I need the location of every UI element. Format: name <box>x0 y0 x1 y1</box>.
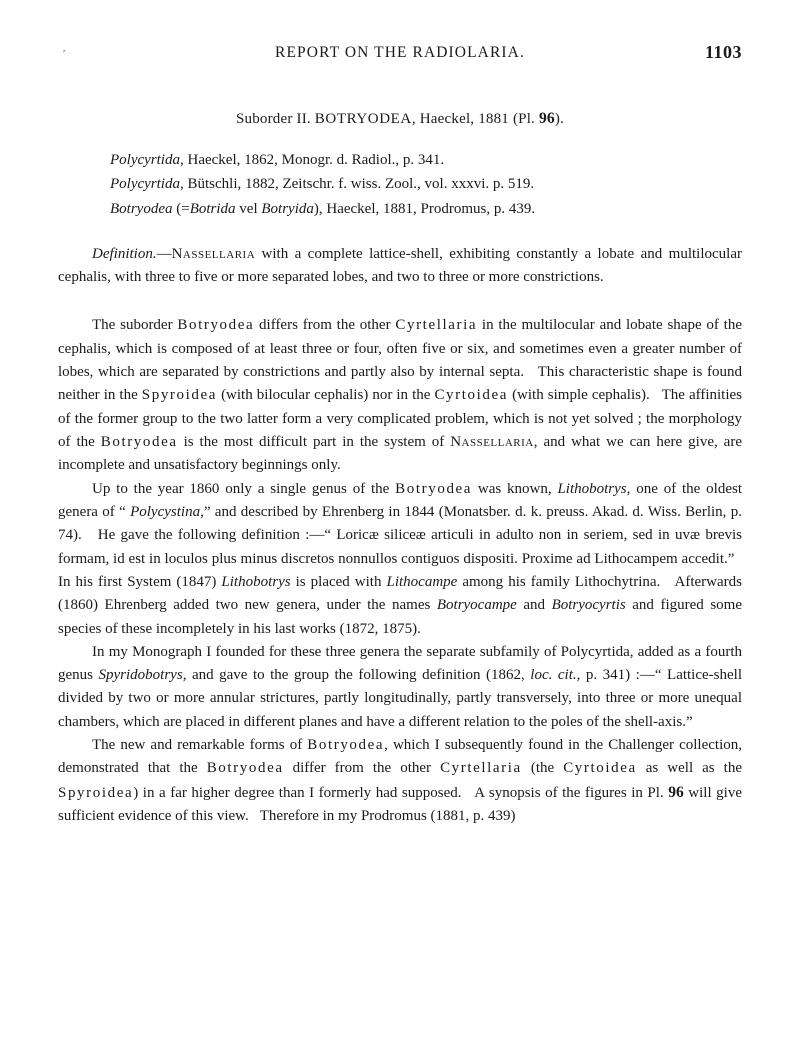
subheading-prefix: Suborder II. <box>235 111 315 127</box>
synonymy-reference: (=Botrida vel Botryida), Haeckel, 1881, Prodromus, p. 439. <box>172 200 536 217</box>
synonymy-entry <box>110 197 742 221</box>
definition-label: Definition. <box>92 245 157 262</box>
paragraph: In my Monograph I founded for these three genera the separate subfamily of Polycyrtida, added as a fourth genus Spyridobotrys, and gave to the group the following definition (1862, loc. cit., p. 341) :—“ Lattice-shell divided by two or more annular strictures, partly longitudinally, partly transversely, into three or more unequal chambers, which are placed in different planes and have a different relation to the poles of the shell-axis.” <box>58 643 742 730</box>
definition-dash: — <box>156 245 172 262</box>
running-title <box>58 40 742 62</box>
synonymy-genus: Botryodea <box>110 200 173 217</box>
section-subheading <box>58 110 742 128</box>
definition-group-name: Nassellaria <box>171 245 256 262</box>
synonymy-entry <box>110 172 742 196</box>
synonymy-genus: Polycyrtida <box>110 176 180 193</box>
margin-tick-mark: ′ <box>63 48 66 60</box>
synonymy-reference: , Bütschli, 1882, Zeitschr. f. wiss. Zool., vol. xxxvi. p. 519. <box>179 176 535 193</box>
running-title-text: REPORT ON THE RADIOLARIA. <box>275 44 525 61</box>
plate-number: 96 <box>538 110 555 127</box>
synonymy-list <box>110 148 742 221</box>
subheading-suffix: ). <box>554 111 565 127</box>
paragraph: The suborder Botryodea differs from the other Cyrtellaria in the multilocular and lobate shape of the cephalis, which is composed of at least three or four, often five or six, and sometimes even a greater number of lobes, which are separated by constrictions and partly also by internal septa. This characteristic shape is found neither in the Spyroidea (with bilocular cephalis) nor in the Cyrtoidea (with simple cephalis). The affinities of the former group to the two latter form a very complicated problem, which is not yet solved ; the morphology of the Botryodea is the most difficult part in the system of Nassellaria, and what we can here give, are incomplete and unsatisfactory beginnings only. <box>58 317 742 474</box>
subheading-name: BOTRYODEA <box>314 111 412 127</box>
synonymy-genus: Polycyrtida <box>110 152 180 168</box>
synonymy-entry <box>110 148 742 172</box>
synonymy-reference: , Haeckel, 1862, Monogr. d. Radiol., p. 341. <box>179 152 445 168</box>
subheading-attribution: , Haeckel, 1881 (Pl. <box>411 111 539 127</box>
paragraph: The new and remarkable forms of Botryodea, which I subsequently found in the Challenger collection, demonstrated that the Botryodea differ from the other Cyrtellaria (the Cyrtoidea as well as the Spyroidea) in a far higher degree than I formerly had supposed. A synopsis of the figures in Pl. 96 will give sufficient evidence of this view. Therefore in my Prodromus (1881, p. 439) <box>58 737 742 825</box>
definition-block <box>58 243 742 289</box>
paragraph: Up to the year 1860 only a single genus of the Botryodea was known, Lithobotrys, one of the oldest genera of “ Polycystina,” and described by Ehrenberg in 1844 (Monatsber. d. k. preuss. Akad. d. Wiss. Berlin, p. 74). He gave the following definition :—“ Loricæ siliceæ articuli in adulto non in seriem, sed in uvæ brevis formam, id est in loculos plus minus discretos nonnullos contiguos dispositi. Proxime ad Lithocampem accedit.” In his first System (1847) Lithobotrys is placed with Lithocampe among his family Lithochytrina. Afterwards (1860) Ehrenberg added two new genera, under the names Botryocampe and Botryocyrtis and figured some species of these incompletely in his last works (1872, 1875). <box>58 480 742 637</box>
running-head <box>58 40 742 74</box>
body-text <box>58 314 742 828</box>
definition-text: with a complete lattice-shell, exhibiting constantly a lobate and multilocular cephalis, with three to five or more separated lobes, and two to three or more constrictions. <box>58 245 742 285</box>
page-number: 1103 <box>704 42 742 62</box>
